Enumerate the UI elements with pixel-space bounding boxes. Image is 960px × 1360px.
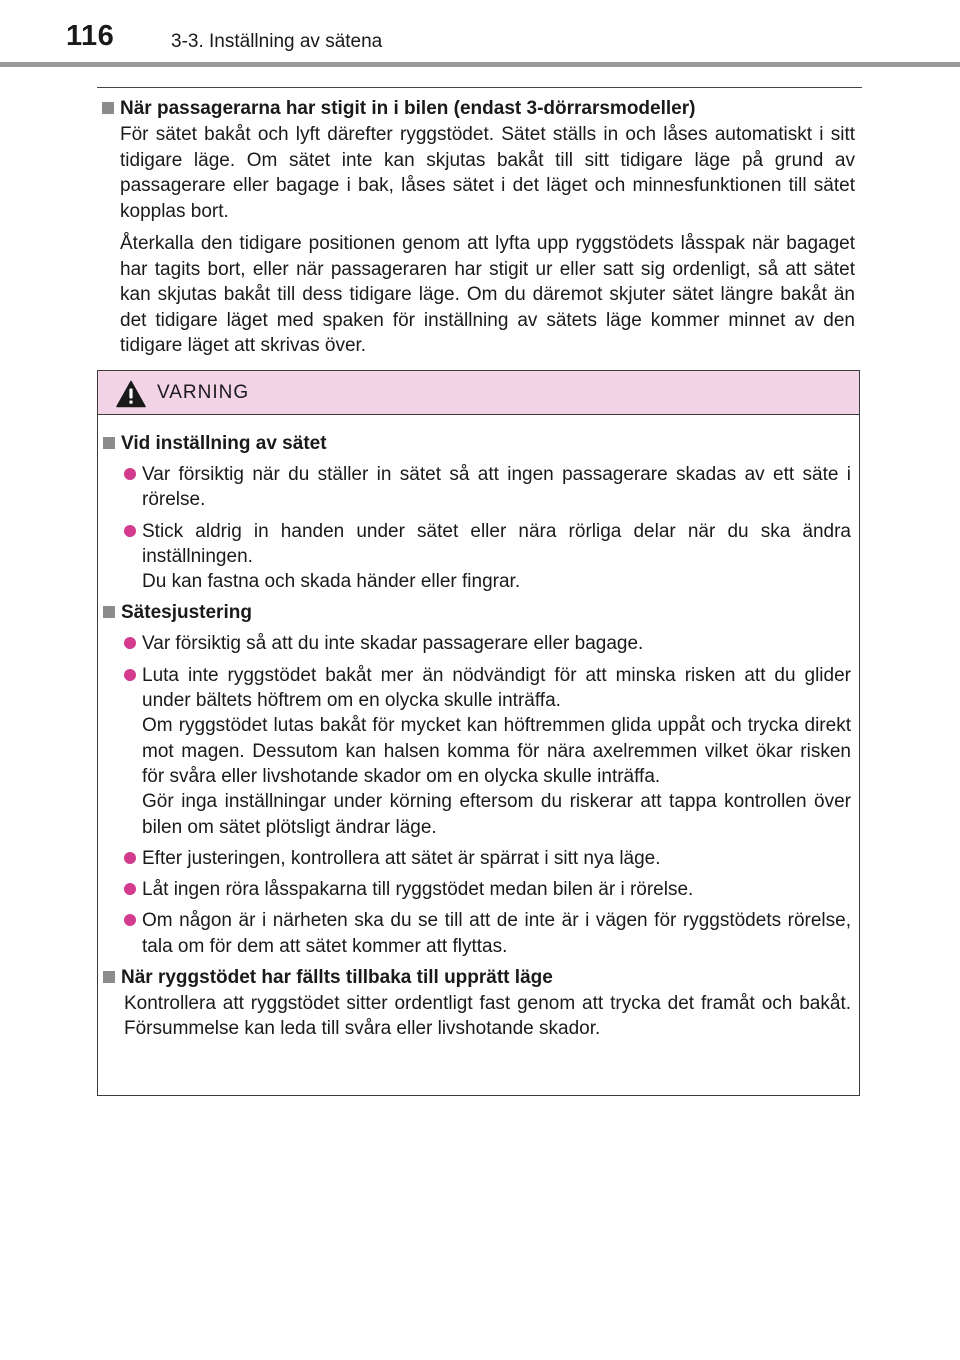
bullet-dot-icon: [124, 883, 136, 895]
warning-section-heading-text: När ryggstödet har fällts tillbaka till upprätt läge: [121, 967, 553, 989]
warning-section-heading: [103, 431, 851, 456]
intro-heading: [102, 96, 855, 121]
bullet-dot-icon: [124, 914, 136, 926]
bullet-dot-icon: [124, 669, 136, 681]
warning-bullet-text: Efter justeringen, kontrollera att sätet är spärrat i sitt nya läge.: [142, 847, 661, 869]
square-bullet-icon: [103, 437, 115, 449]
square-bullet-icon: [103, 971, 115, 983]
warning-bullet-text: Stick aldrig in handen under sätet eller nära rörliga delar när du ska ändra inställningen. Du kan fastna och skada händer eller fingrar.: [142, 520, 851, 593]
warning-triangle-icon: [116, 380, 146, 408]
page-header: [0, 0, 960, 66]
warning-bullet-item: [124, 519, 851, 595]
warning-bullet-item: [124, 462, 851, 513]
square-bullet-icon: [102, 102, 114, 114]
warning-section-heading-text: Sätesjustering: [121, 602, 252, 624]
warning-bullet-text: Var försiktig när du ställer in sätet så att ingen passagerare skadas av ett säte i rörelse.: [142, 464, 851, 511]
bullet-dot-icon: [124, 637, 136, 649]
warning-bullet-text: Om någon är i närheten ska du se till att de inte är i vägen för ryggstödets rörelse, tala om för dem att sätet kommer att flyttas.: [142, 910, 851, 957]
warning-bullet-text: Var försiktig så att du inte skadar passagerare eller bagage.: [142, 633, 644, 655]
intro-paragraph: För sätet bakåt och lyft därefter ryggstödet. Sätet ställs in och låses automatiskt i sitt tidigare läge. Om sätet inte kan skjutas bakåt till sitt tidigare läge på grund av passagerare eller bagage i bak, låses sätet i det läget och minnesfunktionen till sätet kopplas bort.: [120, 124, 855, 222]
warning-section-text: Kontrollera att ryggstödet sitter ordentligt fast genom att trycka det framåt och bakåt. Försummelse kan leda till svåra eller livshotande skador.: [124, 993, 851, 1040]
warning-bullet-item: [124, 908, 851, 959]
intro-paragraph: Återkalla den tidigare positionen genom att lyfta upp ryggstödets låsspak när bagaget har tagits bort, eller när passageraren har stigit ur eller satt sig ordenligt, så att sätet kan skjutas bakåt till dess tidigare läge. Om du däremot skjuter sätet längre bakåt än det tidigare läget med spaken för inställning av sätets läge kommer minnet av den tidigare läget att skrivas över.: [120, 233, 855, 356]
warning-bullet-text: Luta inte ryggstödet bakåt mer än nödvändigt för att minska risken att du glider under bältets höftrem om en olycka skulle inträffa. Om ryggstödet lutas bakåt för mycket kan höftremmen glida uppåt och trycka direkt mot magen. Dessutom kan halsen komma för nära axelremmen vilket ökar risken för svåra eller livshotande skador om en olycka skulle inträffa. Gör inga inställningar under körning eftersom du riskerar att tappa kontrollen över bilen om sätet plötsligt ändrar läge.: [142, 664, 851, 838]
section-title: 3-3. Inställning av sätena: [171, 31, 383, 52]
bullet-dot-icon: [124, 468, 136, 480]
warning-bullet-item: [124, 846, 851, 871]
page-number: 116: [66, 20, 115, 52]
square-bullet-icon: [103, 606, 115, 618]
warning-label: VARNING: [157, 381, 250, 403]
warning-body: [98, 415, 859, 1042]
warning-box: [97, 370, 860, 1096]
intro-section: [102, 96, 855, 359]
content-divider: [97, 87, 862, 88]
intro-heading-text: När passagerarna har stigit in i bilen (endast 3-dörrarsmodeller): [120, 98, 696, 119]
warning-bullet-item: [124, 631, 851, 656]
warning-header: [98, 371, 859, 415]
warning-bullet-item: [124, 877, 851, 902]
header-divider: [0, 62, 960, 67]
warning-section-heading-text: Vid inställning av sätet: [121, 433, 327, 454]
warning-section-heading: [103, 965, 851, 990]
warning-section-heading: [103, 600, 851, 625]
bullet-dot-icon: [124, 852, 136, 864]
warning-bullet-text: Låt ingen röra låsspakarna till ryggstödet medan bilen är i rörelse.: [142, 879, 694, 901]
bullet-dot-icon: [124, 525, 136, 537]
warning-bullet-item: [124, 663, 851, 840]
